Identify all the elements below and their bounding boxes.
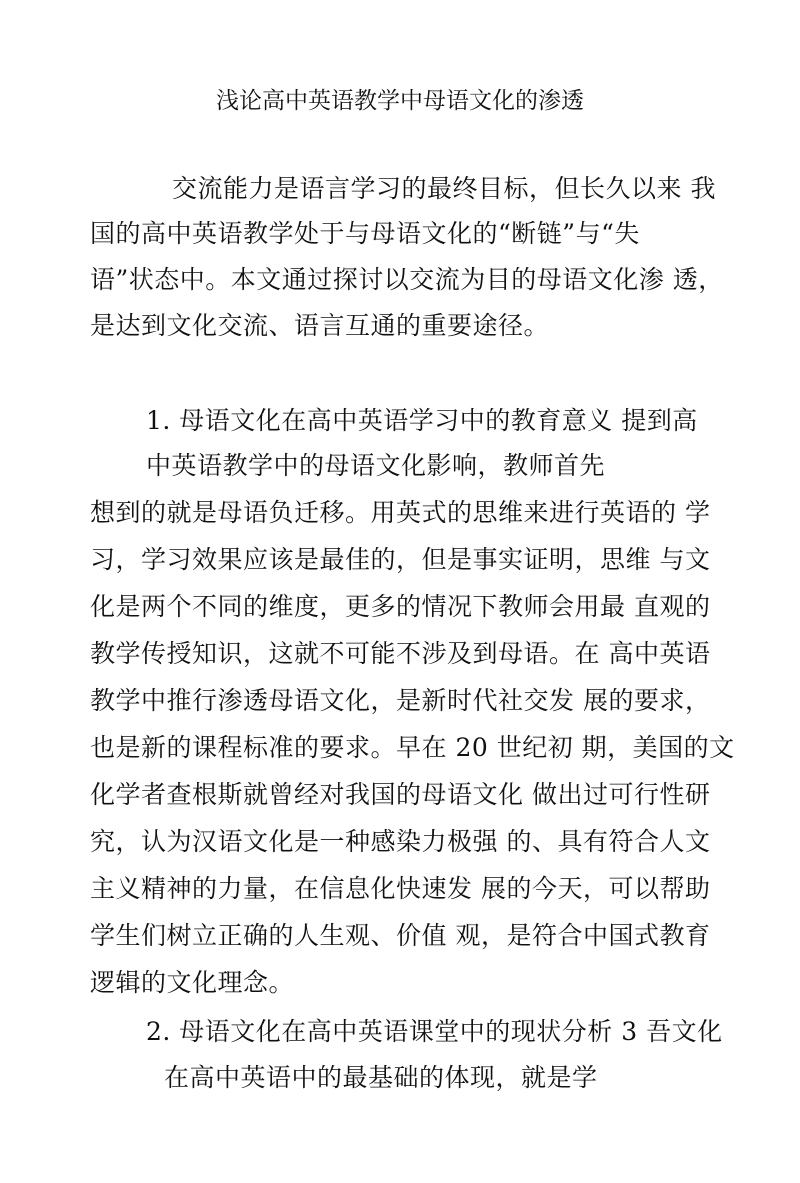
body-line: 习，学习效果应该是最佳的，但是事实证明，思维 与文 bbox=[90, 545, 711, 574]
document-title: 浅论高中英语教学中母语文化的渗透 bbox=[216, 88, 584, 114]
abstract-line: 语”状态中。本文通过探讨以交流为目的母语文化渗 透， bbox=[90, 265, 724, 294]
body-line: 逻辑的文化理念。 bbox=[90, 968, 295, 997]
section-heading: 2. 母语文化在高中英语课堂中的现状分析 3 吾文化 bbox=[146, 1017, 723, 1046]
abstract-line: 国的高中英语教学处于与母语文化的“断链”与“失 bbox=[90, 219, 640, 248]
body-line: 化学者查根斯就曾经对我国的母语文化 做出过可行性研 bbox=[90, 780, 711, 809]
section-heading: 在高中英语中的最基础的体现，就是学 bbox=[164, 1063, 598, 1092]
section-heading: 1. 母语文化在高中英语学习中的教育意义 提到高 bbox=[146, 406, 698, 435]
body-line: 教学传授知识，这就不可能不涉及到母语。在 高中英语 bbox=[90, 639, 711, 668]
body-line: 想到的就是母语负迁移。用英式的思维来进行英语的 学 bbox=[90, 498, 711, 527]
body-line: 也是新的课程标准的要求。早在 20 世纪初 期，美国的文 bbox=[90, 733, 735, 762]
body-line: 学生们树立正确的人生观、价值 观，是符合中国式教育 bbox=[90, 921, 711, 950]
body-line: 究，认为汉语文化是一种感染力极强 的、具有符合人文 bbox=[90, 827, 711, 856]
abstract-line: 交流能力是语言学习的最终目标，但长久以来 我 bbox=[172, 174, 716, 203]
abstract-line: 是达到文化交流、语言互通的重要途径。 bbox=[90, 311, 550, 340]
body-line: 化是两个不同的维度，更多的情况下教师会用最 直观的 bbox=[90, 592, 711, 621]
body-line: 教学中推行渗透母语文化，是新时代社交发 展的要求， bbox=[90, 686, 711, 715]
body-line: 主义精神的力量，在信息化快速发 展的今天，可以帮助 bbox=[90, 874, 711, 903]
section-heading: 中英语教学中的母语文化影响，教师首先 bbox=[146, 451, 606, 480]
